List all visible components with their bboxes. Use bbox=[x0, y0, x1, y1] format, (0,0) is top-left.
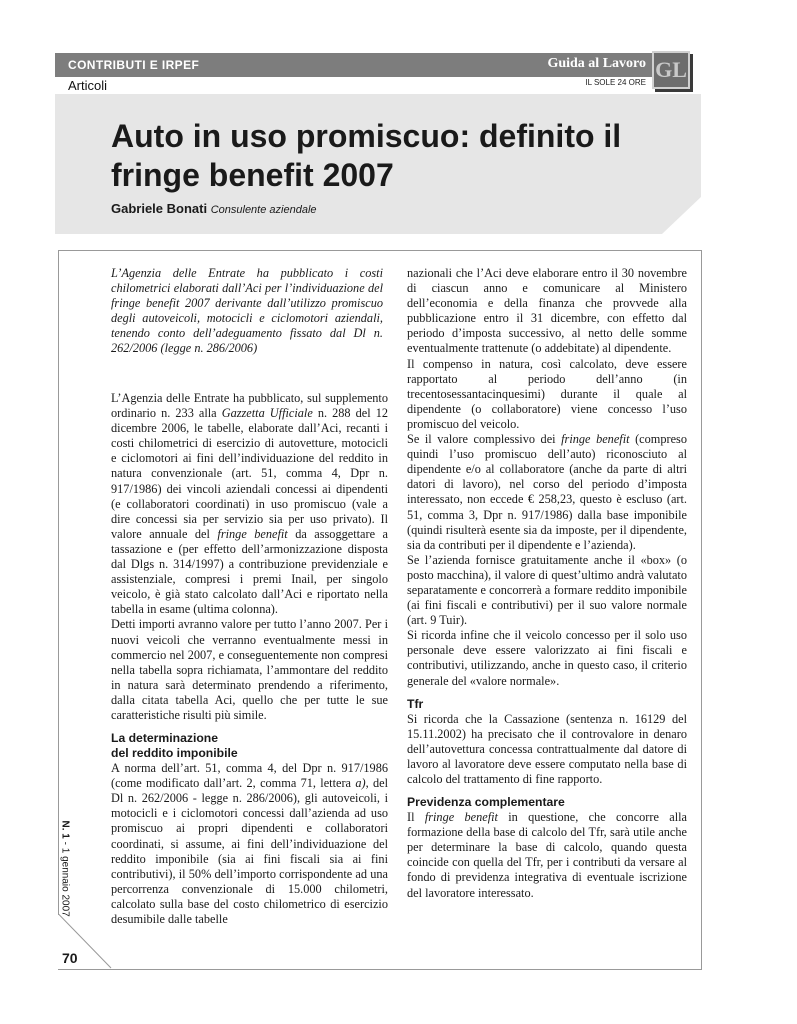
logo-text: GL bbox=[655, 57, 687, 82]
section-heading: La determinazione del reddito imponibile bbox=[111, 731, 238, 761]
paragraph: Si ricorda infine che il veicolo concesso per il solo uso personale deve essere valorizzato ai fini fiscali e contributivi, utilizzando, anche in questo caso, il criterio generale del «valore normale». bbox=[407, 628, 687, 688]
article-lead: L’Agenzia delle Entrate ha pubblicato i costi chilometrici elaborati dall’Aci per l’individuazione del fringe benefit 2007 derivante dall’utilizzo promiscuo degli autoveicoli, motocicli e ciclomotori aziendali, tenendo conto dell’adeguamento fissato dal Dl n. 262/2006 (legge n. 286/2006) bbox=[111, 266, 383, 356]
right-column bbox=[407, 266, 687, 901]
issue-info bbox=[55, 820, 75, 935]
paragraph: Se il valore complessivo dei fringe benefit (compreso quindi l’uso promiscuo dell’auto) riconosciuto al dipendente e/o al collaboratore (anche da parte di altri datori di lavoro), nel corso del periodo d’imposta interessato, non eccede € 258,23, questo è escluso (art. 51, comma 3, Dpr n. 917/1986) dalla base imponibile (quindi risulterà esente sia da imposte, per il dipendente, sia da contributi per il dipendente e l’azienda). bbox=[407, 432, 687, 552]
author-role: Consulente aziendale bbox=[210, 204, 317, 216]
page-number: 70 bbox=[62, 950, 78, 966]
paragraph: Il fringe benefit in questione, che concorre alla formazione della base di calcolo del Tfr, sarà utile anche per determinare la base di calcolo, quando questa coincide con quella del Tfr, per i contributi da versare al fondo di previdenza integrativa di eventuale iscrizione del lavoratore interessato. bbox=[407, 810, 687, 900]
paragraph: Il compenso in natura, così calcolato, deve essere rapportato al periodo dell’anno (in trecentosessantacinquesimi) durante il quale al dipendente (o collaboratore) viene concesso l’uso promiscuo del veicolo. bbox=[407, 356, 687, 431]
brand-logo bbox=[652, 51, 690, 89]
section-heading: Tfr bbox=[407, 696, 424, 711]
category-label: Articoli bbox=[68, 78, 108, 93]
paragraph: Si ricorda che la Cassazione (sentenza n. 16129 del 15.11.2002) ha precisato che il controvalore in denaro dell’autovettura concessa contrattualmente dal datore di lavoro al lavoratore deve essere computato nella base di calcolo del trattamento di fine rapporto. bbox=[407, 711, 687, 786]
frame-left-border bbox=[58, 250, 59, 915]
publisher-label: IL SOLE 24 ORE bbox=[585, 78, 646, 87]
author-name: Gabriele Bonati bbox=[111, 201, 208, 216]
section-label: CONTRIBUTI E IRPEF bbox=[68, 58, 200, 72]
title-band-corner bbox=[662, 196, 702, 234]
left-column bbox=[111, 391, 388, 927]
paragraph: Detti importi avranno valore per tutto l’anno 2007. Per i nuovi veicoli che verranno eventualmente messi in commercio nel 2007, e conseguentemente non compresi nella tabella sopra richiamata, l’ammontare del reddito in natura sarà determinato prendendo a riferimento, dalla citata tabella Aci, quello che per tutte le sue caratteristiche risulti più simile. bbox=[111, 617, 388, 722]
article-title: Auto in uso promiscuo: definito il fringe benefit 2007 bbox=[111, 118, 622, 193]
paragraph: L’Agenzia delle Entrate ha pubblicato, sul supplemento ordinario n. 233 alla Gazzetta Ufficiale n. 288 del 12 dicembre 2006, le tabelle, elaborate dall’Aci, recanti i costi chilometrici di esercizio di autovetture, motocicli e ciclomotori ai fini dell’individuazione del reddito in natura convenzionale (art. 51, comma 4, Dpr n. 917/1986) dei vincoli aziendali concessi ai dipendenti (e collaboratori coordinati) in uso promiscuo (vale a dire concessi sia per servizio sia per uso privato). Il valore annuale del fringe benefit da assoggettare a tassazione e (per effetto dell’armonizzazione disposta dal Dlgs n. 314/1997) a contribuzione previdenziale e assistenziale, compresi i premi Inail, per singolo veicolo, è già stato calcolato dall’Aci e riportato nella tabella in esame (ultima colonna). bbox=[111, 391, 388, 617]
issue-date: - 1 gennaio 2007 bbox=[59, 838, 71, 917]
byline bbox=[111, 201, 317, 216]
brand-name: Guida al Lavoro bbox=[547, 56, 646, 71]
paragraph: A norma dell’art. 51, comma 4, del Dpr n. 917/1986 (come modificato dall’art. 2, comma 71, lettera a), del Dl n. 262/2006 - legge n. 286/2006), gli autoveicoli, i motocicli e i ciclomotori concessi dall’azienda ad uso promiscuo ai propri dipendenti e collaboratori coordinati, si assume, ai fini dell’individuazione del reddito imponibile (sia ai fini fiscali sia ai fini contributivi), il 50% dell’importo corrispondente ad una percorrenza convenzionale di 15.000 chilometri, calcolato sulla base del costo chilometrico di esercizio desumibile dalle tabelle bbox=[111, 761, 388, 926]
section-heading: Previdenza complementare bbox=[407, 795, 565, 810]
paragraph: Se l’azienda fornisce gratuitamente anche il «box» (o posto macchina), il valore di quest’ultimo andrà valutato separatamente e concorrerà a formare reddito imponibile (ai fini fiscali e contributivi) per il suo valore normale (art. 9 Tuir). bbox=[407, 552, 687, 628]
issue-number: N. 1 bbox=[59, 820, 71, 839]
paragraph: nazionali che l’Aci deve elaborare entro il 30 novembre di ciascun anno e comunicare al Ministero dell’economia e della finanza che provvede alla pubblicazione entro il 31 dicembre, con effetto dal periodo d’imposta successivo, al netto delle somme eventualmente trattenute (o addebitate) al dipendente. bbox=[407, 266, 687, 356]
